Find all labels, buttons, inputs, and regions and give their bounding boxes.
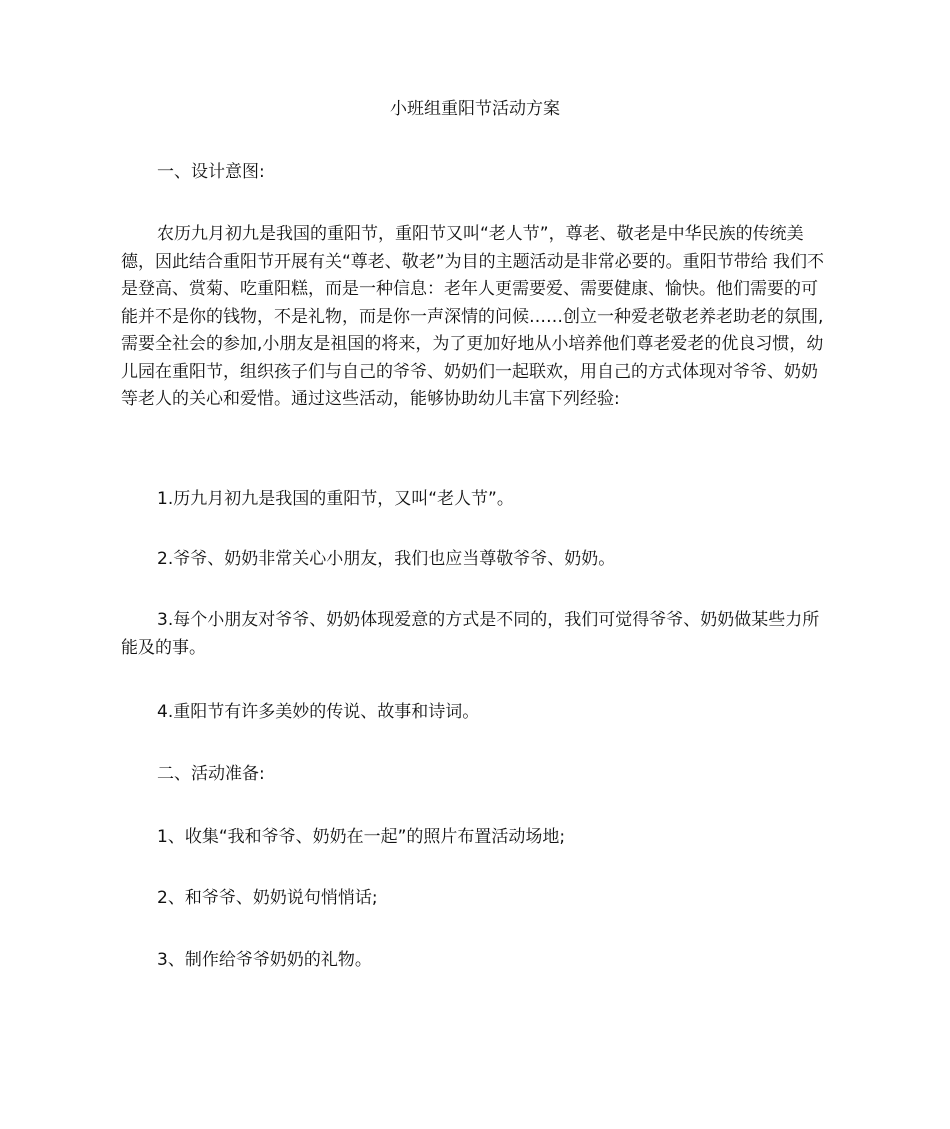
preparation-item: 3、制作给爷爷奶奶的礼物。 [157, 950, 372, 970]
intro-paragraph: 农历九月初九是我国的重阳节，重阳节又叫“老人节”，尊老、敬老是中华民族的传统美德，因此结合重阳节开展有关“尊老、敬老”为目的主题活动是非常必要的。重阳节带给 我们不是登高、赏菊、吃重阳糕，而是一种信息：老年人更需要爱、需要健康、愉快。他们需要的可能并不是你的钱物，不是礼物，而是你一声深情的问候……创立一种爱老敬老养老助老的氛围,需要全社会的参加,小朋友是祖国的将来，为了更加好地从小培养他们尊老爱老的优良习惯，幼儿园在重阳节，组织孩子们与自己的爷爷、奶奶们一起联欢，用自己的方式体现对爷爷、奶奶等老人的关心和爱惜。通过这些活动，能够协助幼儿丰富下列经验: [121, 224, 825, 409]
experience-item: 1.历九月初九是我国的重阳节，又叫“老人节”。 [157, 489, 514, 509]
experience-item: 2.爷爷、奶奶非常关心小朋友，我们也应当尊敬爷爷、奶奶。 [157, 549, 616, 569]
preparation-item: 1、收集“我和爷爷、奶奶在一起”的照片布置活动场地; [157, 827, 566, 847]
preparation-item: 2、和爷爷、奶奶说句悄悄话; [157, 888, 378, 908]
experience-item: 3.每个小朋友对爷爷、奶奶体现爱意的方式是不同的，我们可觉得爷爷、奶奶做某些力所能及的事。 [121, 610, 820, 658]
section-heading-design-intent: 一、设计意图: [157, 162, 265, 182]
document-title: 小班组重阳节活动方案 [390, 99, 560, 119]
experience-item: 4.重阳节有许多美妙的传说、故事和诗词。 [157, 702, 480, 722]
section-heading-preparation: 二、活动准备: [157, 764, 265, 784]
